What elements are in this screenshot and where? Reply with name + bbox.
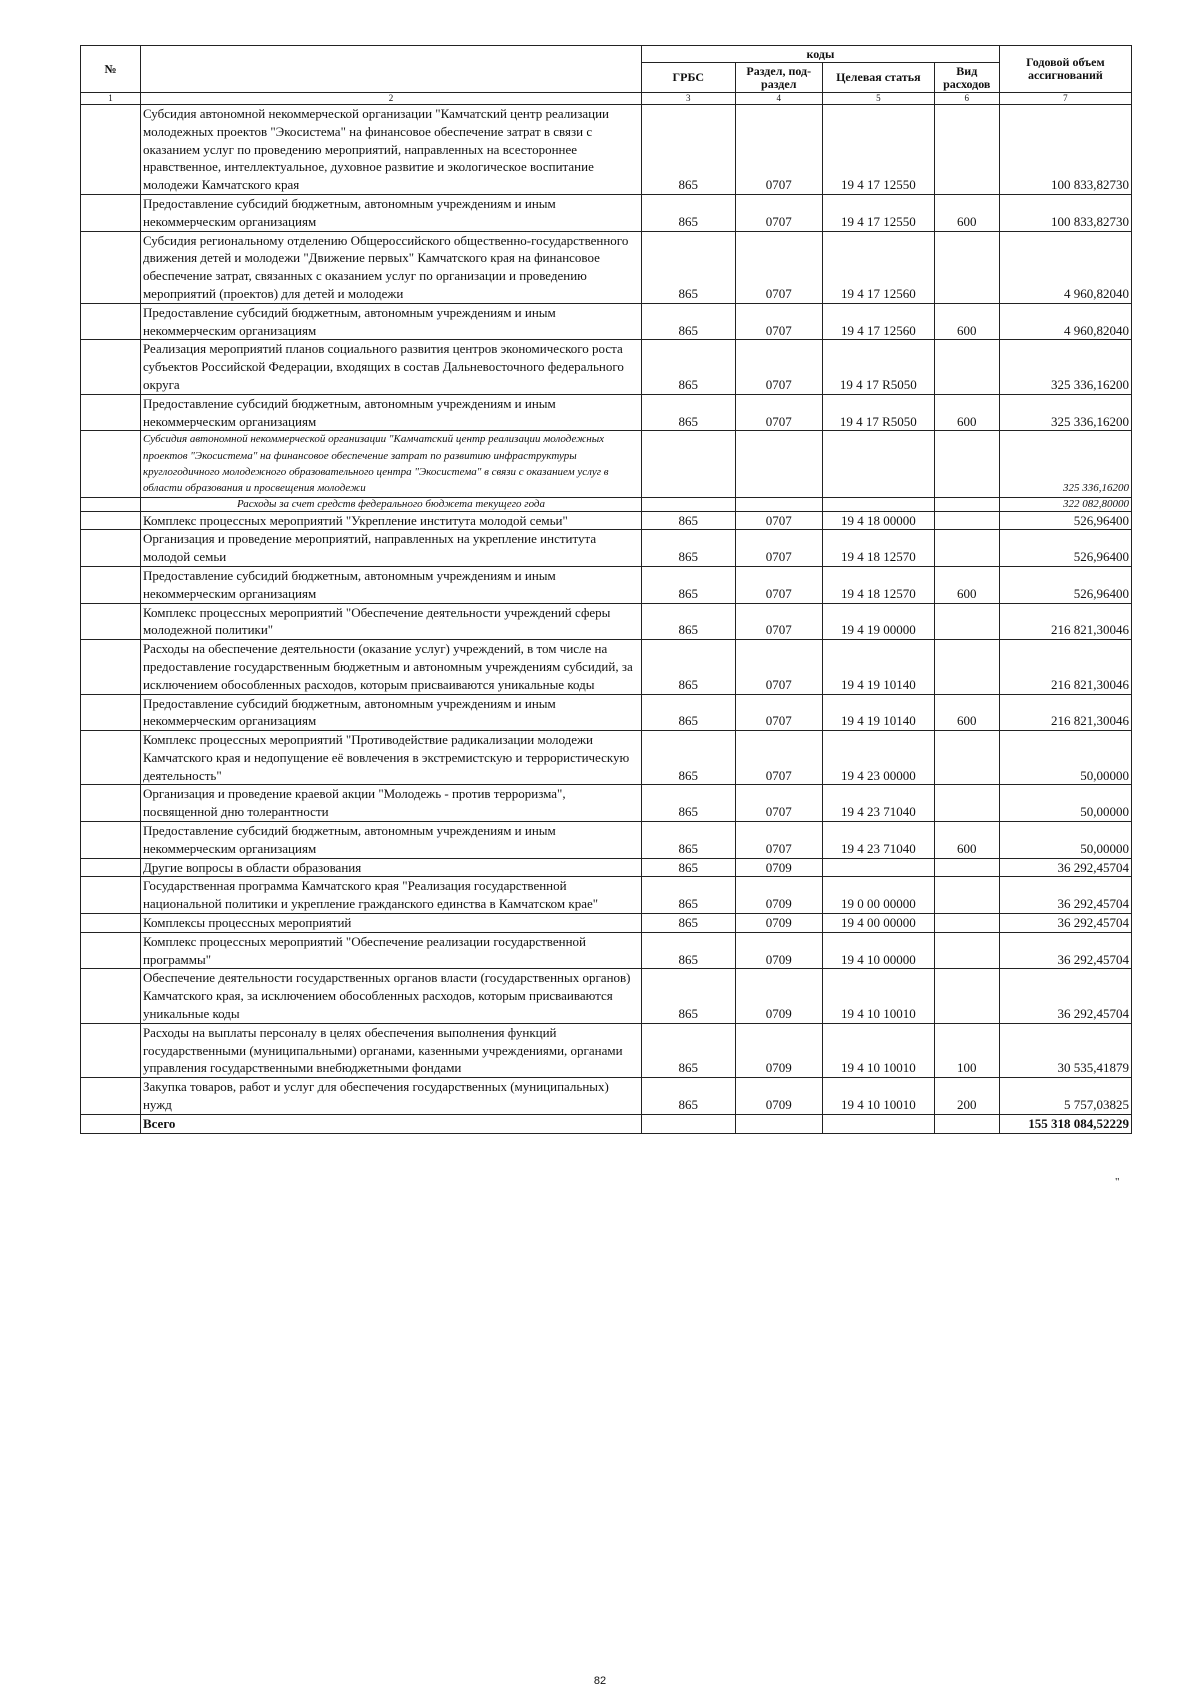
row-razdel: 0707 xyxy=(735,603,822,640)
row-grbs: 865 xyxy=(642,530,736,567)
header-razdel: Раздел, под-раздел xyxy=(735,63,822,93)
row-no-cell xyxy=(81,105,141,195)
row-target-article: 19 4 10 10010 xyxy=(822,1023,934,1077)
closing-quote: " xyxy=(1115,1176,1120,1188)
row-razdel: 0707 xyxy=(735,822,822,859)
total-row xyxy=(81,1114,1132,1133)
row-no-cell xyxy=(81,431,141,497)
row-target-article: 19 4 17 12560 xyxy=(822,303,934,340)
row-name: Субсидия региональному отделению Общероссийского общественно-государственного движения детей и молодежи "Движение первых" Камчатского края на финансовое обеспечение затрат, связанных с оказанием услуг по организации и проведению мероприятий (проектов) для детей и молодежи xyxy=(140,231,641,303)
row-amount: 30 535,41879 xyxy=(999,1023,1131,1077)
row-amount: 36 292,45704 xyxy=(999,858,1131,877)
row-name: Субсидия автономной некоммерческой организации "Камчатский центр реализации молодежных проектов "Экосистема" на финансовое обеспечение затрат по развитию инфраструктуры круглогодичного молодежного образовательного центра "Экосистема" в связи с оказанием услуг в области образования и просвещения молодежи xyxy=(140,431,641,497)
row-grbs: 865 xyxy=(642,914,736,933)
row-razdel xyxy=(735,431,822,497)
table-row xyxy=(81,340,1132,394)
row-expense-type xyxy=(934,511,999,530)
row-target-article: 19 4 19 10140 xyxy=(822,640,934,694)
row-target-article: 19 4 23 00000 xyxy=(822,731,934,785)
table-header xyxy=(81,46,1132,105)
col-num-7: 7 xyxy=(999,93,1131,105)
row-name: Реализация мероприятий планов социального развития центров экономического роста субъектов Российской Федерации, входящих в состав Дальневосточного федерального округа xyxy=(140,340,641,394)
row-razdel: 0707 xyxy=(735,105,822,195)
row-grbs: 865 xyxy=(642,694,736,731)
row-target-article: 19 4 19 00000 xyxy=(822,603,934,640)
row-name: Расходы за счет средств федерального бюджета текущего года xyxy=(140,497,641,511)
row-expense-type xyxy=(934,497,999,511)
header-grbs: ГРБС xyxy=(642,63,736,93)
row-name: Комплексы процессных мероприятий xyxy=(140,914,641,933)
row-amount: 526,96400 xyxy=(999,566,1131,603)
row-target-article: 19 4 23 71040 xyxy=(822,822,934,859)
row-grbs: 865 xyxy=(642,822,736,859)
row-amount: 36 292,45704 xyxy=(999,914,1131,933)
row-expense-type: 600 xyxy=(934,822,999,859)
row-no-cell xyxy=(81,858,141,877)
row-target-article: 19 4 17 12550 xyxy=(822,105,934,195)
row-amount: 36 292,45704 xyxy=(999,969,1131,1023)
row-razdel: 0707 xyxy=(735,694,822,731)
row-expense-type xyxy=(934,932,999,969)
row-name: Предоставление субсидий бюджетным, автономным учреждениям и иным некоммерческим организациям xyxy=(140,694,641,731)
row-grbs: 865 xyxy=(642,1078,736,1115)
row-amount: 4 960,82040 xyxy=(999,303,1131,340)
row-expense-type xyxy=(934,731,999,785)
row-amount: 5 757,03825 xyxy=(999,1078,1131,1115)
row-grbs: 865 xyxy=(642,340,736,394)
row-target-article: 19 4 18 00000 xyxy=(822,511,934,530)
table-row xyxy=(81,858,1132,877)
header-name xyxy=(140,46,641,93)
row-razdel: 0707 xyxy=(735,394,822,431)
row-expense-type xyxy=(934,105,999,195)
row-no-cell xyxy=(81,231,141,303)
row-razdel: 0709 xyxy=(735,969,822,1023)
row-amount: 322 082,80000 xyxy=(999,497,1131,511)
table-row xyxy=(81,932,1132,969)
col-num-5: 5 xyxy=(822,93,934,105)
table-row xyxy=(81,105,1132,195)
row-target-article: 19 4 17 12560 xyxy=(822,231,934,303)
row-name: Субсидия автономной некоммерческой организации "Камчатский центр реализации молодежных проектов "Экосистема" на финансовое обеспечение затрат в связи с оказанием услуг по проведению мероприятий, направленных на всестороннее нравственное, интеллектуальное, духовное развитие и экологическое воспитание молодежи Камчатского края xyxy=(140,105,641,195)
row-no-cell xyxy=(81,566,141,603)
row-amount: 526,96400 xyxy=(999,511,1131,530)
row-name: Закупка товаров, работ и услуг для обеспечения государственных (муниципальных) нужд xyxy=(140,1078,641,1115)
row-amount: 36 292,45704 xyxy=(999,877,1131,914)
col-num-3: 3 xyxy=(642,93,736,105)
table-row xyxy=(81,303,1132,340)
row-target-article: 19 4 17 R5050 xyxy=(822,394,934,431)
row-razdel: 0707 xyxy=(735,530,822,567)
row-expense-type: 200 xyxy=(934,1078,999,1115)
row-expense-type xyxy=(934,914,999,933)
table-row xyxy=(81,511,1132,530)
row-razdel xyxy=(735,497,822,511)
row-razdel: 0707 xyxy=(735,303,822,340)
table-row xyxy=(81,431,1132,497)
row-name: Комплекс процессных мероприятий "Противодействие радикализации молодежи Камчатского края и недопущение её вовлечения в экстремистскую и террористическую деятельность" xyxy=(140,731,641,785)
row-no-cell xyxy=(81,394,141,431)
row-razdel: 0709 xyxy=(735,858,822,877)
col-num-4: 4 xyxy=(735,93,822,105)
row-name: Обеспечение деятельности государственных органов власти (государственных органов) Камчатского края, за исключением обособленных расходов, которым присваиваются уникальные коды xyxy=(140,969,641,1023)
row-no-cell xyxy=(81,877,141,914)
table-row xyxy=(81,731,1132,785)
row-expense-type xyxy=(934,530,999,567)
row-grbs: 865 xyxy=(642,785,736,822)
row-expense-type: 600 xyxy=(934,303,999,340)
row-target-article: 19 0 00 00000 xyxy=(822,877,934,914)
row-target-article: 19 4 10 00000 xyxy=(822,932,934,969)
row-amount: 4 960,82040 xyxy=(999,231,1131,303)
header-vr: Вид расходов xyxy=(934,63,999,93)
row-name: Комплекс процессных мероприятий "Обеспечение реализации государственной программы" xyxy=(140,932,641,969)
row-razdel: 0709 xyxy=(735,877,822,914)
row-razdel: 0707 xyxy=(735,640,822,694)
row-expense-type xyxy=(934,431,999,497)
row-razdel: 0709 xyxy=(735,1023,822,1077)
total-label: Всего xyxy=(140,1114,641,1133)
row-razdel: 0709 xyxy=(735,932,822,969)
row-amount: 526,96400 xyxy=(999,530,1131,567)
row-amount: 325 336,16200 xyxy=(999,340,1131,394)
row-name: Другие вопросы в области образования xyxy=(140,858,641,877)
row-amount: 100 833,82730 xyxy=(999,105,1131,195)
row-amount: 50,00000 xyxy=(999,731,1131,785)
row-no-cell xyxy=(81,194,141,231)
table-row xyxy=(81,877,1132,914)
row-target-article: 19 4 10 10010 xyxy=(822,1078,934,1115)
row-razdel: 0707 xyxy=(735,731,822,785)
row-expense-type xyxy=(934,877,999,914)
header-cs: Целевая статья xyxy=(822,63,934,93)
row-amount: 325 336,16200 xyxy=(999,394,1131,431)
row-grbs: 865 xyxy=(642,511,736,530)
table-row xyxy=(81,603,1132,640)
row-name: Расходы на выплаты персоналу в целях обеспечения выполнения функций государственными (муниципальными) органами, казенными учреждениями, органами управления государственными внебюджетными фондами xyxy=(140,1023,641,1077)
row-razdel: 0709 xyxy=(735,1078,822,1115)
total-vr-cell xyxy=(934,1114,999,1133)
table-row xyxy=(81,231,1132,303)
row-no-cell xyxy=(81,731,141,785)
row-no-cell xyxy=(81,969,141,1023)
table-row xyxy=(81,822,1132,859)
row-target-article: 19 4 00 00000 xyxy=(822,914,934,933)
row-grbs: 865 xyxy=(642,640,736,694)
row-no-cell xyxy=(81,914,141,933)
row-no-cell xyxy=(81,932,141,969)
row-amount: 216 821,30046 xyxy=(999,694,1131,731)
row-expense-type xyxy=(934,969,999,1023)
row-target-article: 19 4 23 71040 xyxy=(822,785,934,822)
table-row xyxy=(81,694,1132,731)
row-razdel: 0707 xyxy=(735,340,822,394)
row-grbs: 865 xyxy=(642,858,736,877)
table-row xyxy=(81,969,1132,1023)
row-razdel: 0707 xyxy=(735,566,822,603)
table-row xyxy=(81,497,1132,511)
total-no-cell xyxy=(81,1114,141,1133)
row-target-article xyxy=(822,497,934,511)
row-grbs: 865 xyxy=(642,394,736,431)
row-razdel: 0707 xyxy=(735,511,822,530)
row-amount: 100 833,82730 xyxy=(999,194,1131,231)
row-amount: 50,00000 xyxy=(999,822,1131,859)
table-row xyxy=(81,640,1132,694)
row-expense-type: 600 xyxy=(934,194,999,231)
row-expense-type xyxy=(934,785,999,822)
row-target-article: 19 4 19 10140 xyxy=(822,694,934,731)
row-no-cell xyxy=(81,1023,141,1077)
row-no-cell xyxy=(81,640,141,694)
row-amount: 216 821,30046 xyxy=(999,640,1131,694)
row-amount: 216 821,30046 xyxy=(999,603,1131,640)
row-expense-type xyxy=(934,231,999,303)
row-expense-type xyxy=(934,858,999,877)
header-codes: коды xyxy=(642,46,1000,63)
row-expense-type: 100 xyxy=(934,1023,999,1077)
row-name: Комплекс процессных мероприятий "Обеспечение деятельности учреждений сферы молодежной политики" xyxy=(140,603,641,640)
table-row xyxy=(81,785,1132,822)
row-grbs xyxy=(642,431,736,497)
row-name: Предоставление субсидий бюджетным, автономным учреждениям и иным некоммерческим организациям xyxy=(140,822,641,859)
col-num-2: 2 xyxy=(140,93,641,105)
row-no-cell xyxy=(81,785,141,822)
row-target-article xyxy=(822,858,934,877)
row-amount: 50,00000 xyxy=(999,785,1131,822)
row-name: Комплекс процессных мероприятий "Укрепление института молодой семьи" xyxy=(140,511,641,530)
row-no-cell xyxy=(81,530,141,567)
row-razdel: 0707 xyxy=(735,231,822,303)
row-grbs: 865 xyxy=(642,877,736,914)
table-row xyxy=(81,394,1132,431)
row-no-cell xyxy=(81,340,141,394)
appropriations-table xyxy=(80,45,1132,1134)
row-grbs: 865 xyxy=(642,566,736,603)
row-name: Предоставление субсидий бюджетным, автономным учреждениям и иным некоммерческим организациям xyxy=(140,194,641,231)
row-no-cell xyxy=(81,1078,141,1115)
row-grbs: 865 xyxy=(642,603,736,640)
budget-document xyxy=(80,45,1132,1134)
row-target-article xyxy=(822,431,934,497)
table-row xyxy=(81,1023,1132,1077)
row-name: Организация и проведение мероприятий, направленных на укрепление института молодой семьи xyxy=(140,530,641,567)
row-amount: 325 336,16200 xyxy=(999,431,1131,497)
row-grbs: 865 xyxy=(642,231,736,303)
row-expense-type xyxy=(934,640,999,694)
page-number: 82 xyxy=(593,1675,607,1687)
row-no-cell xyxy=(81,511,141,530)
total-razdel-cell xyxy=(735,1114,822,1133)
row-expense-type: 600 xyxy=(934,566,999,603)
row-name: Предоставление субсидий бюджетным, автономным учреждениям и иным некоммерческим организациям xyxy=(140,303,641,340)
row-grbs xyxy=(642,497,736,511)
row-grbs: 865 xyxy=(642,105,736,195)
row-name: Организация и проведение краевой акции "Молодежь - против терроризма", посвященной дню толерантности xyxy=(140,785,641,822)
row-expense-type xyxy=(934,603,999,640)
row-target-article: 19 4 18 12570 xyxy=(822,530,934,567)
row-name: Расходы на обеспечение деятельности (оказание услуг) учреждений, в том числе на предоставление государственным бюджетным и автономным учреждениям субсидий, за исключением обособленных расходов, которым присваиваются уникальные коды xyxy=(140,640,641,694)
header-sum: Годовой объем ассигнований xyxy=(999,46,1131,93)
total-sum: 155 318 084,52229 xyxy=(999,1114,1131,1133)
table-row xyxy=(81,194,1132,231)
row-target-article: 19 4 17 12550 xyxy=(822,194,934,231)
row-grbs: 865 xyxy=(642,969,736,1023)
row-razdel: 0707 xyxy=(735,194,822,231)
row-amount: 36 292,45704 xyxy=(999,932,1131,969)
row-grbs: 865 xyxy=(642,1023,736,1077)
table-row xyxy=(81,914,1132,933)
row-expense-type: 600 xyxy=(934,694,999,731)
row-no-cell xyxy=(81,603,141,640)
row-expense-type xyxy=(934,340,999,394)
row-grbs: 865 xyxy=(642,194,736,231)
row-expense-type: 600 xyxy=(934,394,999,431)
table-row xyxy=(81,1078,1132,1115)
row-razdel: 0709 xyxy=(735,914,822,933)
row-no-cell xyxy=(81,497,141,511)
total-grbs-cell xyxy=(642,1114,736,1133)
row-grbs: 865 xyxy=(642,731,736,785)
row-name: Предоставление субсидий бюджетным, автономным учреждениям и иным некоммерческим организациям xyxy=(140,394,641,431)
row-name: Государственная программа Камчатского края "Реализация государственной национальной политики и укрепление гражданского единства в Камчатском крае" xyxy=(140,877,641,914)
table-body xyxy=(81,105,1132,1134)
row-grbs: 865 xyxy=(642,303,736,340)
row-name: Предоставление субсидий бюджетным, автономным учреждениям и иным некоммерческим организациям xyxy=(140,566,641,603)
total-cs-cell xyxy=(822,1114,934,1133)
row-grbs: 865 xyxy=(642,932,736,969)
row-target-article: 19 4 17 R5050 xyxy=(822,340,934,394)
row-target-article: 19 4 10 10010 xyxy=(822,969,934,1023)
table-row xyxy=(81,530,1132,567)
row-no-cell xyxy=(81,694,141,731)
col-num-6: 6 xyxy=(934,93,999,105)
row-no-cell xyxy=(81,303,141,340)
table-row xyxy=(81,566,1132,603)
col-num-1: 1 xyxy=(81,93,141,105)
column-number-row xyxy=(81,93,1132,105)
header-no: № xyxy=(81,46,141,93)
row-target-article: 19 4 18 12570 xyxy=(822,566,934,603)
row-no-cell xyxy=(81,822,141,859)
row-razdel: 0707 xyxy=(735,785,822,822)
